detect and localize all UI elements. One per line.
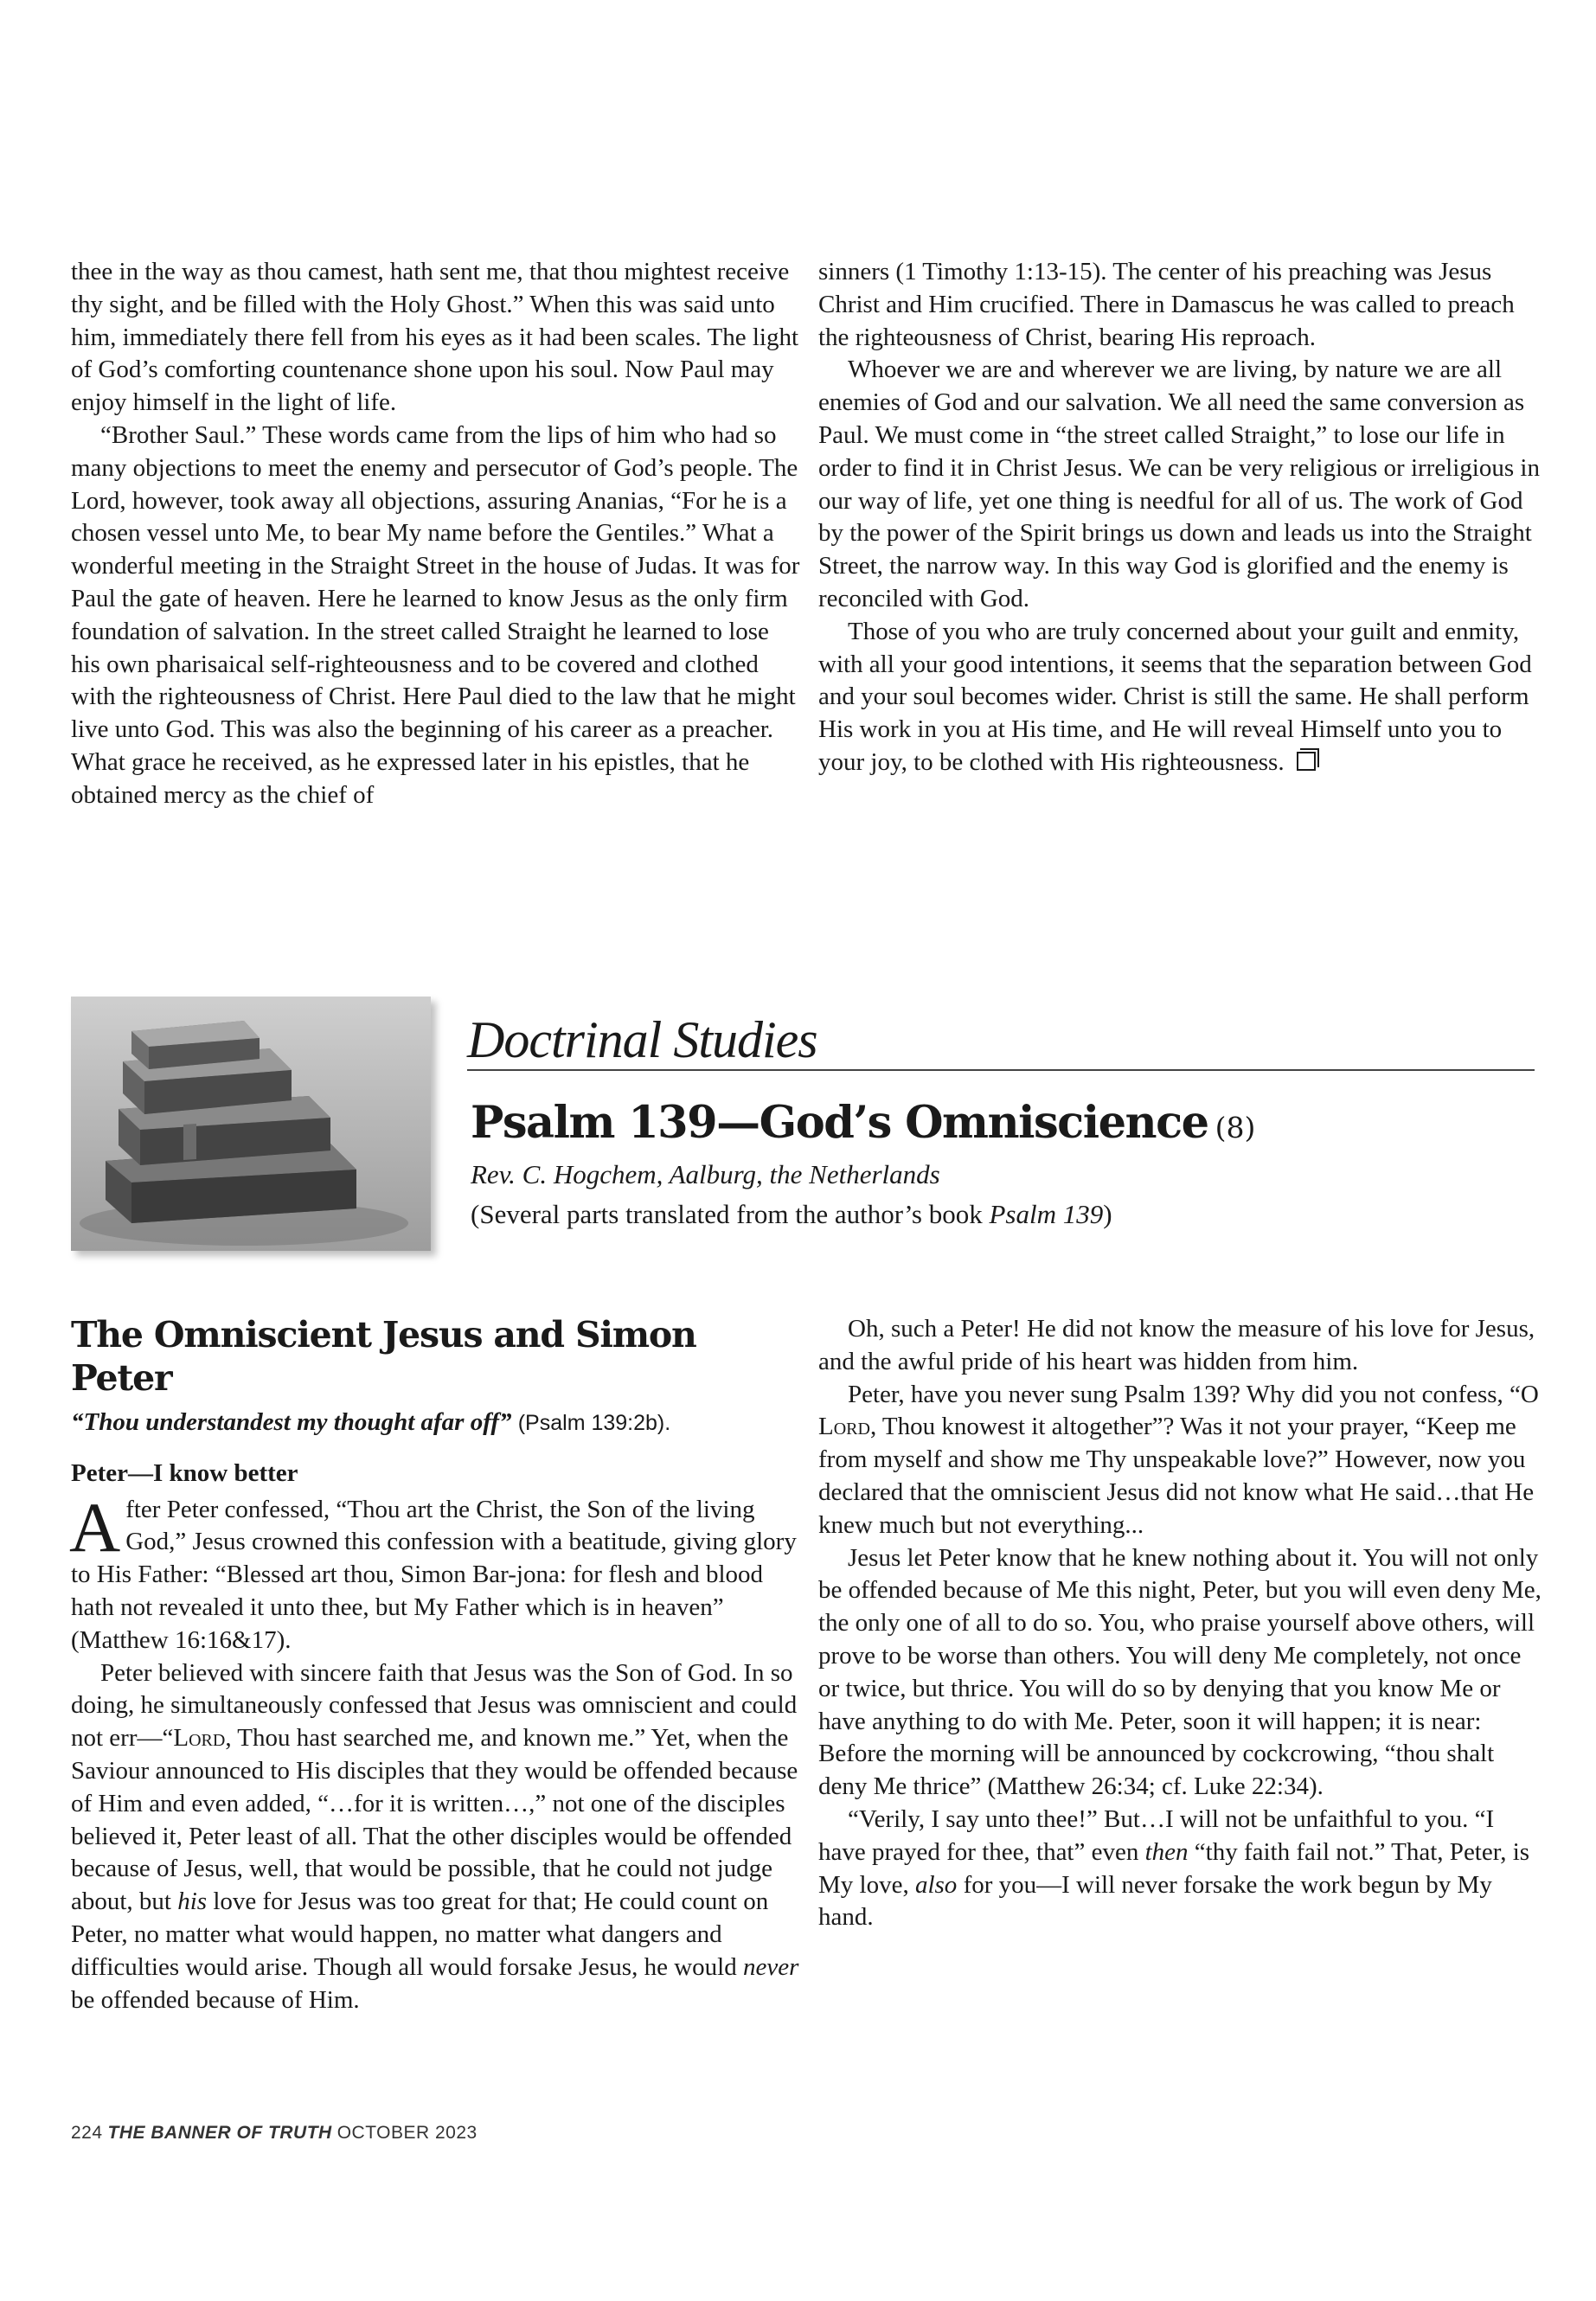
- article-author: Rev. C. Hogchem, Aalburg, the Netherlands: [471, 1159, 940, 1189]
- paragraph: Whoever we are and wherever we are living, by nature we are all enemies of God and our salvation. We all need the same conversion as Paul. We must come in “the street called Straight,” to lose our life in order to find it in Christ Jesus. We can be very religious or irreligious in our way of life, yet one thing is needful for all of us. The work of God by the power of the Spirit brings us down and leads us into the Straight Street, the narrow way. In this way God is glorified and the enemy is reconciled with God.: [818, 356, 1540, 612]
- bottom-right-column: [818, 1313, 1548, 1934]
- article-part-number: (8): [1215, 1111, 1256, 1144]
- issue-date: OCTOBER 2023: [337, 2123, 478, 2143]
- paragraph-final: [818, 616, 1548, 779]
- paragraph-text: “thy faith fail not.” That, Peter, is My love,: [818, 1837, 1530, 1899]
- scripture-quote: “Thou understandest my thought afar off”: [71, 1408, 512, 1436]
- paragraph: sinners (1 Timothy 1:13-15). The center of his preaching was Jesus Christ and Him crucified. There in Damascus he was called to preach the righteousness of Christ, bearing His reproach.: [818, 258, 1515, 351]
- side-heading: Peter—I know better: [71, 1458, 298, 1487]
- page-footer: [71, 2123, 478, 2144]
- paragraph: [818, 1379, 1548, 1542]
- stacked-books-illustration: [71, 997, 431, 1251]
- translation-note-prefix: (Several parts translated from the author’s book: [471, 1199, 990, 1229]
- section-title: Doctrinal Studies: [467, 1011, 817, 1068]
- emphasis: never: [742, 1952, 799, 1981]
- section-divider: [467, 1069, 1535, 1071]
- lord-small-caps: Lord: [173, 1724, 226, 1753]
- book-title: Psalm 139: [989, 1199, 1104, 1229]
- paragraph: Oh, such a Peter! He did not know the measure of his love for Jesus, and the awful pride of his heart was hidden from him.: [818, 1315, 1535, 1375]
- paragraph-text: Those of you who are truly concerned about your guilt and enmity, with all your good intentions, it seems that the separation between God and your soul becomes wider. Christ is still the same. He shall perform His work in you at His time, and He will reveal Himself unto you to your joy, to be clothed with His righteousness.: [818, 617, 1532, 776]
- paragraph-text: love for Jesus was too great for that; He could count on Peter, no matter what would happen, no matter what dangers and difficulties would arise. Though all would forsake Jesus, he would: [71, 1888, 769, 1981]
- paragraph-text: be offended because of Him.: [71, 1985, 360, 2014]
- emphasis: his: [177, 1888, 208, 1916]
- translation-note-suffix: ): [1103, 1199, 1112, 1229]
- drop-cap: A: [69, 1487, 121, 1567]
- page-number: 224: [71, 2123, 103, 2143]
- top-left-column: [71, 256, 800, 812]
- paragraph-text: , Thou hast searched me, and known me.” Yet, when the Saviour announced to His disciples that they would be offended because of Him and even added, “…for it is written…,” not one of the disciples believed it, Peter least of all. That the other disciples would be offended because of Jesus, well, that would be possible, that he could not judge about, but: [71, 1724, 798, 1916]
- top-right-column: [818, 256, 1548, 779]
- scripture-text: [71, 1407, 800, 1440]
- books-photo: [71, 997, 431, 1251]
- paragraph-text: Peter believed with sincere faith that Jesus was the Son of God. In so doing, he simultaneously confessed that Jesus was omniscient and could not err—“: [71, 1658, 798, 1753]
- paragraph: thee in the way as thou camest, hath sent me, that thou mightest receive thy sight, and be filled with the Holy Ghost.” When this was said unto him, immediately there fell from his eyes as it had been scales. The light of God’s comforting countenance shone upon his soul. Now Paul may enjoy himself in the light of life.: [71, 258, 799, 417]
- paragraph-text: fter Peter confessed, “Thou art the Christ, the Son of the living God,” Jesus crowned this confession with a beatitude, giving glory to His Father: “Blessed art thou, Simon Bar-jona: for flesh and blood hath not revealed it unto thee, but My Father which is in heaven” (Matthew 16:16&17).: [71, 1495, 797, 1654]
- translation-note: [471, 1199, 1112, 1230]
- paragraph-text: , Thou knowest it altogether”? Was it not your prayer, “Keep me from myself and show me Thy unspeakable love?” However, now you declared that the omniscient Jesus did not know what He said…that He knew much but not everything...: [818, 1413, 1535, 1539]
- paragraph-text: Peter, have you never sung Psalm 139? Why did you not confess, “O: [848, 1380, 1539, 1408]
- paragraph: [71, 1657, 800, 2017]
- article-title-text: Psalm 139—God’s Omniscience: [471, 1097, 1208, 1149]
- emphasis: then: [1144, 1837, 1189, 1866]
- article-subheading: The Omniscient Jesus and Simon Peter: [71, 1314, 696, 1399]
- paragraph: Jesus let Peter know that he knew nothing about it. You will not only be offended because of Me this night, Peter, but you will even deny Me, the only one of all to do so. You, who praise yourself above others, will prove to be worse than others. You will deny Me completely, not once or twice, but thrice. You will do so by denying that you know Me or have anything to do with Me. Peter, soon it will happen; it is near: Before the morning will be announced by cockcrowing, “thou shalt deny Me thrice” (Matthew 26:34; cf. Luke 22:34).: [818, 1543, 1542, 1801]
- scripture-reference: (Psalm 139:2b).: [517, 1411, 671, 1435]
- article-title: [471, 1097, 1255, 1149]
- magazine-name: THE BANNER OF TRUTH: [107, 2123, 332, 2143]
- paragraph: [818, 1804, 1548, 1934]
- bottom-left-column: [71, 1313, 800, 2016]
- paragraph-text: “Verily, I say unto thee!” But…I will not be unfaithful to you. “I have prayed for thee, that” even: [818, 1804, 1495, 1866]
- paragraph: “Brother Saul.” These words came from the lips of him who had so many objections to meet the enemy and persecutor of God’s people. The Lord, however, took away all objections, assuring Ananias, “For he is a chosen vessel unto Me, to bear My name before the Gentiles.” What a wonderful meeting in the Straight Street in the house of Judas. It was for Paul the gate of heaven. Here he learned to know Jesus as the only firm foundation of salvation. In the street called Straight he learned to lose his own pharisaical self-righteousness and to be covered and clothed with the righteousness of Christ. Here Paul died to the law that he might live unto God. This was also the beginning of his career as a preacher. What grace he received, as he expressed later in his epistles, that he obtained mercy as the chief of: [71, 420, 800, 809]
- paragraph: [69, 1487, 800, 1657]
- lord-small-caps: Lord: [818, 1413, 870, 1441]
- emphasis: also: [914, 1870, 958, 1899]
- end-of-article-icon: [1297, 752, 1316, 771]
- paragraph-text: for you—I will never forsake the work begun by My hand.: [818, 1870, 1492, 1932]
